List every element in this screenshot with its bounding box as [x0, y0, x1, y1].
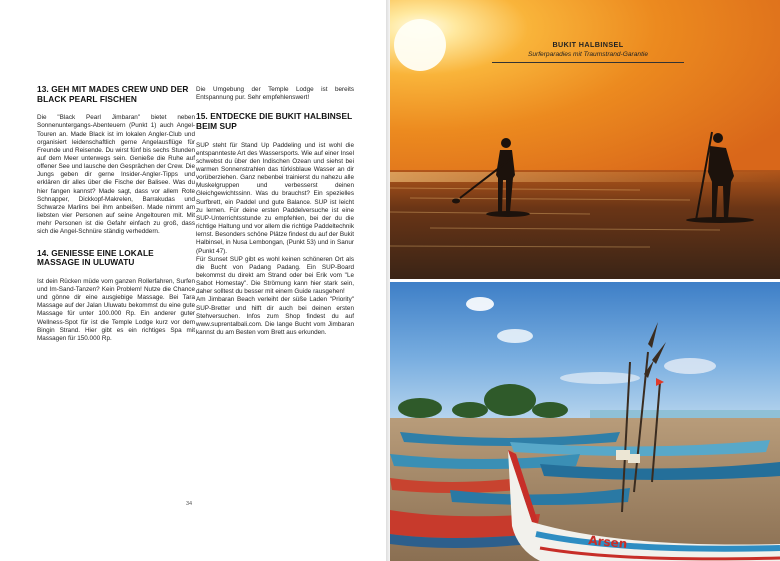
section-text-15b: Für Sunset SUP gibt es wohl keinen schöneren Ort als die Bucht von Padang Padang. Ein SUP-Board bekommst du direkt am Strand oder bei Erik vom "Le Sabot Homestay". Die Strömung kann hier stark sein, daher solltest du besser mit einem Guide rausgehen! [196, 255, 354, 296]
text-column-2 [196, 86, 354, 345]
right-page [390, 0, 780, 561]
photo-caption [492, 40, 684, 63]
fishing-boats-photo [390, 282, 780, 561]
caption-divider [492, 62, 684, 63]
section-text-15a: SUP steht für Stand Up Paddeling und ist wohl die entspannteste Art des Wassersports. Wie auf einer Insel schwebst du über den Indischen Ozean und siehst bei warmen Sonnenstrahlen das türkisblaue Wasser an dir vorüberziehen. Ganz nebenbei trainierst du nahezu alle Muskelgruppen und verbesserst deinen Gleichgewichtssinn. Was du brauchst? Ein spezielles Surfbrett, ein Paddel und gute Balance. SUP ist leicht zu lernen. Für deine ersten Paddelversuche ist eine SUP-Unterrichtsstunde zu empfehlen, bei der du die richtige Haltung und vor allem die richtige Paddeltechnik lernst. Besonders schöne Plätze findest du auf der Bukit Halbinsel, in Nusa Lembongan, (Punkt 53) und in Sanur (Punkt 47). [196, 141, 354, 255]
sunset-sup-photo [390, 0, 780, 279]
section-text-15c: Am Jimbaran Beach verleiht der süße Laden "Priority" SUP-Bretter und hilft dir auch bei deinen ersten Stehversuchen. Infos zum Shop findest du auf www.suprentalbali.com. Die lange Bucht vom Jimbaran kannst du am Besten vom Brett aus erkunden. [196, 296, 354, 337]
page-number: 34 [186, 501, 193, 507]
section-text-14: Ist dein Rücken müde vom ganzen Rollerfahren, Surfen und Im-Sand-Tanzen? Kein Problem! Nutze die Chance und gönne dir eine ausgiebige Massage. Bei Tara Massage auf der Jalan Uluwatu bekommst du eine gute Massage für unter 100.000 Rp. Ein anderer guter Wellness-Spot für ist die Temple Lodge kurz vor dem Bingin Strand. Hier gibt es ein richtiges Spa mit Massagen für 150.000 Rp. [37, 277, 195, 342]
intro-text: Die Umgebung der Temple Lodge ist bereits Entspannung pur. Sehr empfehlenswert! [196, 86, 354, 102]
text-column-1 [37, 85, 195, 351]
left-page [0, 0, 389, 561]
section-text-13: Die "Black Pearl Jimbaran" bietet neben Sonnenuntergangs-Abenteuern (Punkt 1) auch Angel-Touren an. Made Black ist im lokalen Angler-Club und organisiert leidenschaftlich gerne Angelausflüge für Freunde und Reisende. Du wirst fünf bis sechs Stunden auf dem Meer unterwegs sein. Genieße die Ruhe auf offener See und lausche den Gesprächen der Crew. Die Jungs geben dir gerne Insider-Angler-Tipps und erklären dir alles über die Fische der Balisee. Was du hier fangen kannst? Made sagt, dass vor allem Rote Schnapper, Dickkopf-Makrelen, Barrakudas und Schwarze Marlins bei ihm anbeißen. Made nimmt am liebsten vier Personen auf seine Angeltouren mit. Mit mehr Personen ist die Gefahr einfach zu groß, dass sich die Angel-Schnüre ständig verheddern. [37, 114, 195, 236]
fishing-boats-illustration [390, 282, 780, 561]
caption-title: BUKIT HALBINSEL [552, 40, 624, 49]
section-heading-15: 15. ENTDECKE DIE BUKIT HALBINSEL BEIM SUP [196, 111, 353, 131]
boat-name-text: Arsen [587, 533, 628, 552]
caption-subtitle: Surferparadies mit Traumstrand-Garantie [527, 51, 649, 58]
section-heading-14: 14. GENIESSE EINE LOKALE MASSAGE IN ULUWATU [37, 247, 154, 268]
section-heading-13: 13. GEH MIT MADES CREW UND DER BLACK PEARL FISCHEN [37, 84, 189, 104]
